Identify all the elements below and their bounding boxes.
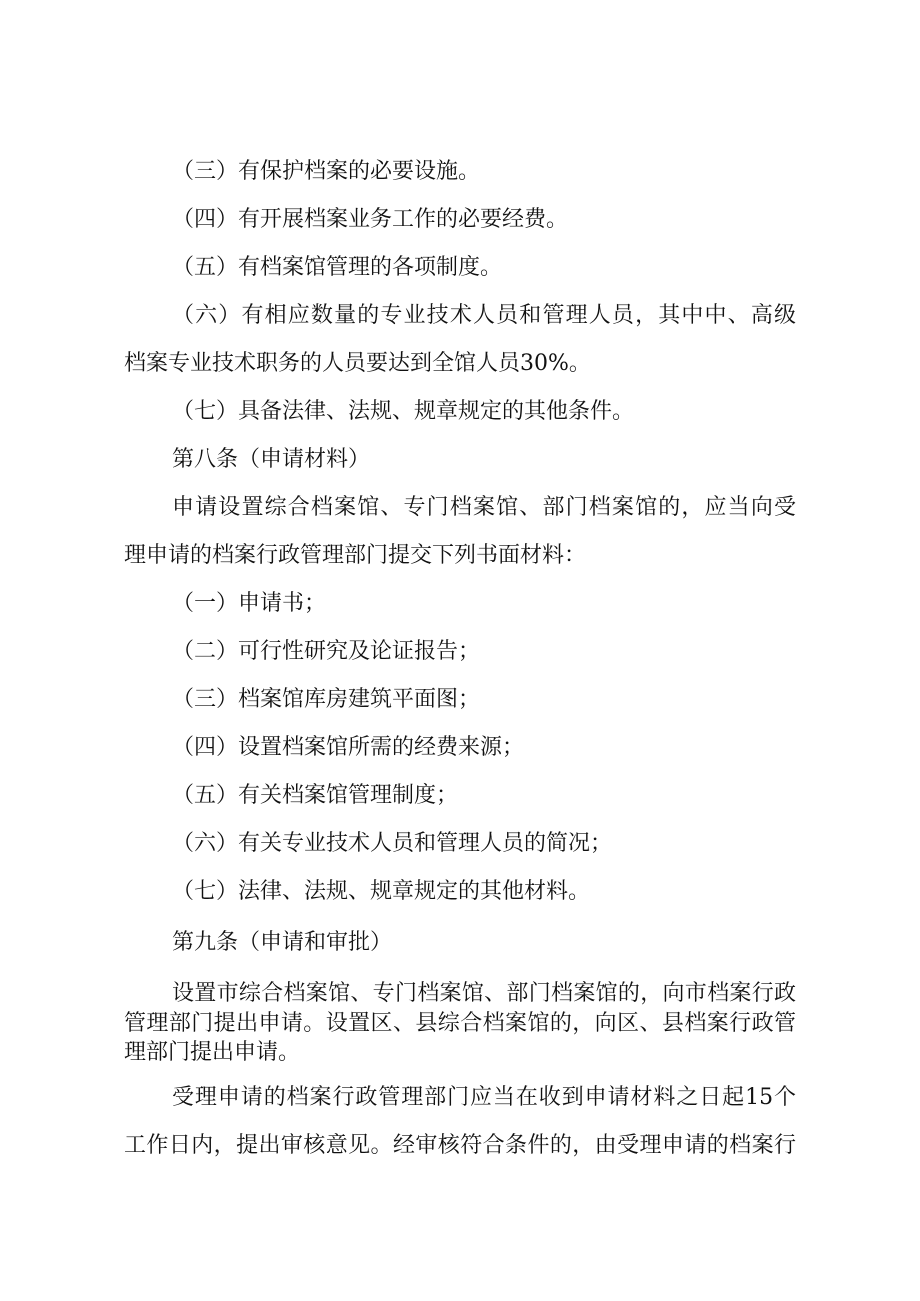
list-item: （六）有关专业技术人员和管理人员的简况；: [172, 831, 613, 856]
list-item: （三）有保护档案的必要设施。: [172, 159, 481, 184]
paragraph-line: 管理部门提出申请。设置区、县综合档案馆的，向区、县档案行政管: [124, 1011, 796, 1036]
paragraph-line: 理申请的档案行政管理部门提交下列书面材料：: [124, 543, 587, 568]
article-heading: 第八条（申请材料）: [172, 447, 371, 472]
list-item: （七）具备法律、法规、规章规定的其他条件。: [172, 399, 635, 424]
list-item: （七）法律、法规、规章规定的其他材料。: [172, 879, 591, 904]
list-item: （六）有相应数量的专业技术人员和管理人员，其中中、高级: [172, 303, 796, 328]
article-heading: 第九条（申请和审批）: [172, 930, 393, 955]
list-item-continuation: 档案专业技术职务的人员要达到全馆人员30%。: [124, 351, 591, 376]
paragraph-line: 工作日内，提出审核意见。经审核符合条件的，由受理申请的档案行: [124, 1133, 796, 1158]
list-item: （一）申请书；: [172, 591, 327, 616]
paragraph-line: 理部门提出申请。: [124, 1040, 301, 1065]
list-item: （四）设置档案馆所需的经费来源；: [172, 735, 525, 760]
list-item: （四）有开展档案业务工作的必要经费。: [172, 207, 569, 232]
paragraph-line: 设置市综合档案馆、专门档案馆、部门档案馆的，向市档案行政: [172, 981, 796, 1006]
list-item: （五）有档案馆管理的各项制度。: [172, 255, 503, 280]
paragraph-line: 申请设置综合档案馆、专门档案馆、部门档案馆的，应当向受: [172, 495, 796, 520]
list-item: （三）档案馆库房建筑平面图；: [172, 687, 481, 712]
paragraph-line: 受理申请的档案行政管理部门应当在收到申请材料之日起15个: [172, 1085, 796, 1110]
list-item: （二）可行性研究及论证报告；: [172, 639, 481, 664]
list-item: （五）有关档案馆管理制度；: [172, 783, 459, 808]
